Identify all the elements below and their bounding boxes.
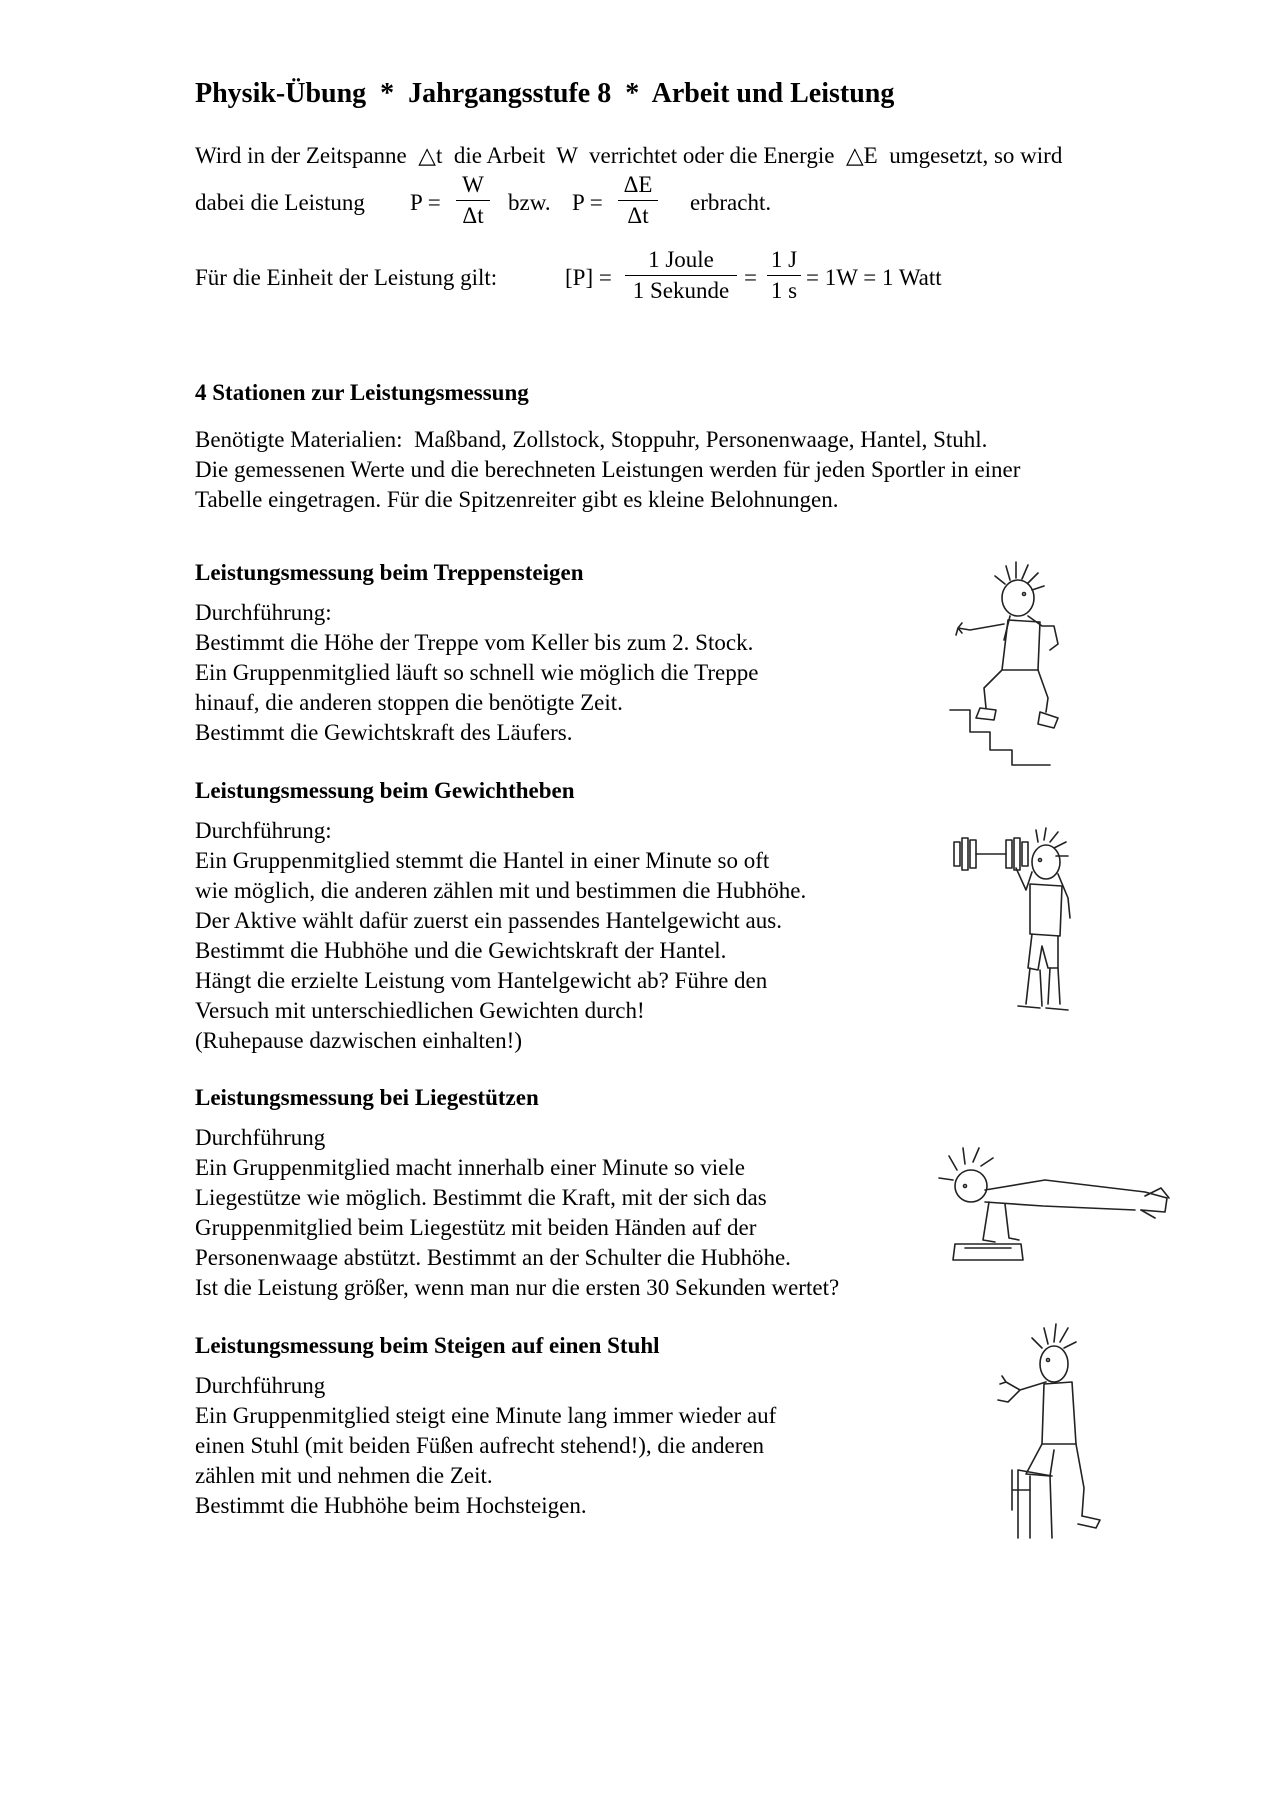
section-line: Gruppenmitglied beim Liegestütz mit beiden Händen auf der — [195, 1215, 757, 1240]
section-line: Ein Gruppenmitglied macht innerhalb einer Minute so viele — [195, 1155, 745, 1180]
stations-heading: 4 Stationen zur Leistungsmessung — [195, 380, 529, 405]
power-formula-lhs-1: P = — [410, 190, 441, 215]
unit-formula-equals: = — [744, 265, 757, 290]
fraction-bar — [456, 200, 490, 201]
fraction-bar — [767, 275, 801, 276]
section-line: zählen mit und nehmen die Zeit. — [195, 1463, 493, 1488]
unit-formula-lhs: [P] = — [565, 265, 612, 290]
pushup-illustration — [935, 1140, 1185, 1280]
power-fraction-w — [456, 171, 490, 230]
section-heading-stuhl: Leistungsmessung beim Steigen auf einen Stuhl — [195, 1333, 660, 1358]
unit-prefix: Für die Einheit der Leistung gilt: — [195, 265, 498, 290]
section-line: einen Stuhl (mit beiden Füßen aufrecht stehend!), die anderen — [195, 1433, 765, 1458]
section-line: Hängt die erzielte Leistung vom Hantelgewicht ab? Führe den — [195, 968, 768, 993]
stations-line: Die gemessenen Werte und die berechneten Leistungen werden für jeden Sportler in einer — [195, 457, 1021, 482]
fraction-numerator: 1 Joule — [648, 247, 714, 272]
section-line: Der Aktive wählt dafür zuerst ein passendes Hantelgewicht aus. — [195, 908, 782, 933]
fraction-bar — [625, 275, 737, 276]
fraction-denominator: Δt — [627, 203, 649, 228]
section-line: Durchführung: — [195, 600, 332, 625]
fraction-bar — [618, 200, 658, 201]
section-heading-treppensteigen: Leistungsmessung beim Treppensteigen — [195, 560, 584, 585]
intro-line-1: Wird in der Zeitspanne △t die Arbeit W verrichtet oder die Energie △E umgesetzt, so wird — [195, 143, 1063, 168]
section-line: Durchführung — [195, 1125, 326, 1150]
section-heading-gewichtheben: Leistungsmessung beim Gewichtheben — [195, 778, 575, 803]
fraction-denominator: 1 s — [770, 278, 798, 303]
intro-line-2-prefix: dabei die Leistung — [195, 190, 365, 215]
section-line: Versuch mit unterschiedlichen Gewichten durch! — [195, 998, 645, 1023]
section-heading-liegestuetze: Leistungsmessung bei Liegestützen — [195, 1085, 539, 1110]
fraction-numerator: W — [462, 172, 484, 197]
section-line: wie möglich, die anderen zählen mit und bestimmen die Hubhöhe. — [195, 878, 807, 903]
section-line: Bestimmt die Hubhöhe und die Gewichtskraft der Hantel. — [195, 938, 727, 963]
section-line: Liegestütze wie möglich. Bestimmt die Kraft, mit der sich das — [195, 1185, 767, 1210]
unit-formula-rhs: = 1W = 1 Watt — [806, 265, 942, 290]
fraction-numerator: ΔE — [623, 172, 653, 197]
section-line: Ein Gruppenmitglied stemmt die Hantel in einer Minute so oft — [195, 848, 770, 873]
fraction-denominator: Δt — [462, 203, 484, 228]
section-line: Ein Gruppenmitglied läuft so schnell wie möglich die Treppe — [195, 660, 759, 685]
page-title: Physik-Übung * Jahrgangsstufe 8 * Arbeit und Leistung — [195, 78, 895, 109]
stations-line: Benötigte Materialien: Maßband, Zollstock, Stoppuhr, Personenwaage, Hantel, Stuhl. — [195, 427, 988, 452]
section-line: Durchführung: — [195, 818, 332, 843]
section-line: Durchführung — [195, 1373, 326, 1398]
intro-suffix: erbracht. — [690, 190, 772, 215]
section-line: Bestimmt die Hubhöhe beim Hochsteigen. — [195, 1493, 587, 1518]
section-line: Bestimmt die Höhe der Treppe vom Keller bis zum 2. Stock. — [195, 630, 754, 655]
section-line: Personenwaage abstützt. Bestimmt an der Schulter die Hubhöhe. — [195, 1245, 791, 1270]
intro-bzw: bzw. — [508, 190, 551, 215]
section-line: Bestimmt die Gewichtskraft des Läufers. — [195, 720, 573, 745]
unit-fraction-j — [767, 246, 801, 305]
chair-stepper-illustration — [990, 1320, 1130, 1550]
stations-line: Tabelle eingetragen. Für die Spitzenreiter gibt es kleine Belohnungen. — [195, 487, 839, 512]
fraction-denominator: 1 Sekunde — [632, 278, 730, 303]
weightlifter-illustration — [950, 828, 1100, 1033]
power-fraction-e — [618, 171, 658, 230]
fraction-numerator: 1 J — [770, 247, 798, 272]
section-line: Ist die Leistung größer, wenn man nur die ersten 30 Sekunden wertet? — [195, 1275, 840, 1300]
section-line: (Ruhepause dazwischen einhalten!) — [195, 1028, 522, 1053]
power-formula-lhs-2: P = — [572, 190, 603, 215]
stair-climber-illustration — [950, 560, 1100, 770]
unit-fraction-joule — [625, 246, 737, 305]
section-line: hinauf, die anderen stoppen die benötigte Zeit. — [195, 690, 623, 715]
section-line: Ein Gruppenmitglied steigt eine Minute lang immer wieder auf — [195, 1403, 777, 1428]
